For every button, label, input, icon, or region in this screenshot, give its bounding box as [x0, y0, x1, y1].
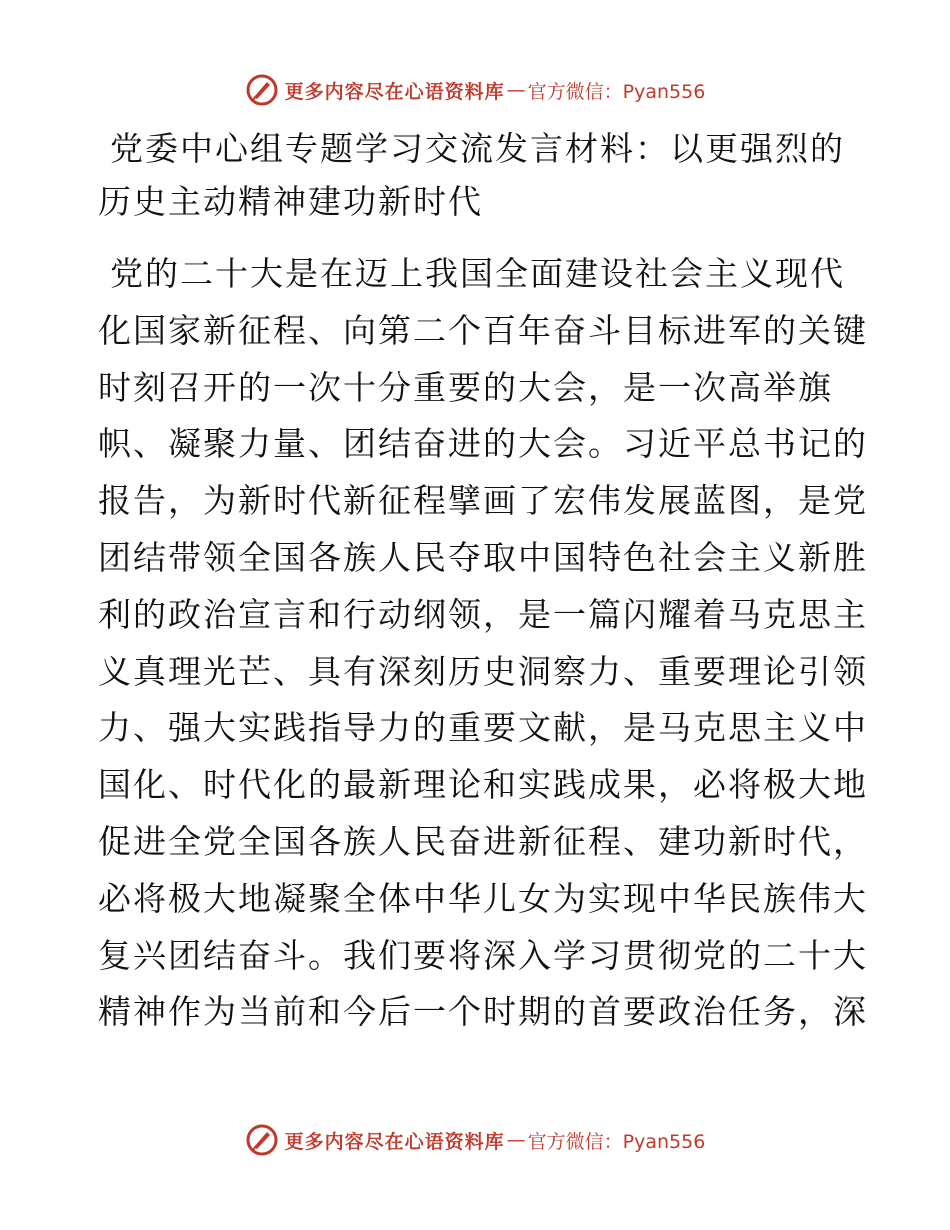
quill-logo-icon	[245, 73, 279, 107]
quill-logo-icon	[245, 1123, 279, 1157]
body-line: 团结带领全国各族人民夺取中国特色社会主义新胜	[98, 537, 868, 577]
document-body	[98, 246, 868, 1041]
banner-lead-text: 更多内容尽在心语资料库	[284, 1130, 505, 1153]
body-line: 利的政治宣言和行动纲领，是一篇闪耀着马克思主	[98, 594, 868, 634]
body-line: 义真理光芒、具有深刻历史洞察力、重要理论引领	[98, 651, 868, 691]
title-line: 党委中心组专题学习交流发言材料：以更强烈的	[110, 129, 845, 168]
body-line: 国化、时代化的最新理论和实践成果，必将极大地	[98, 765, 868, 805]
document-title	[98, 122, 868, 228]
banner-brand-text: 官方微信：Pyan556	[527, 80, 706, 103]
body-line: 党的二十大是在迈上我国全面建设社会主义现代	[110, 254, 845, 293]
banner-lead-text: 更多内容尽在心语资料库	[284, 80, 505, 103]
body-line: 帜、凝聚力量、团结奋进的大会。习近平总书记的	[98, 424, 868, 464]
footer-banner	[0, 1120, 950, 1160]
body-line: 力、强大实践指导力的重要文献，是马克思主义中	[98, 708, 868, 748]
title-line: 历史主动精神建功新时代	[98, 182, 483, 221]
header-banner	[0, 70, 950, 110]
banner-separator: —	[506, 79, 526, 101]
banner-separator: —	[506, 1129, 526, 1151]
body-line: 化国家新征程、向第二个百年奋斗目标进军的关键	[98, 310, 868, 350]
body-line: 必将极大地凝聚全体中华儿女为实现中华民族伟大	[98, 878, 868, 918]
body-line: 精神作为当前和今后一个时期的首要政治任务，深	[98, 992, 868, 1032]
body-line: 报告，为新时代新征程擘画了宏伟发展蓝图，是党	[98, 481, 868, 521]
body-line: 促进全党全国各族人民奋进新征程、建功新时代，	[98, 821, 868, 861]
body-line: 复兴团结奋斗。我们要将深入学习贯彻党的二十大	[98, 935, 868, 975]
body-line: 时刻召开的一次十分重要的大会，是一次高举旗	[98, 367, 833, 407]
banner-brand-text: 官方微信：Pyan556	[527, 1130, 706, 1153]
